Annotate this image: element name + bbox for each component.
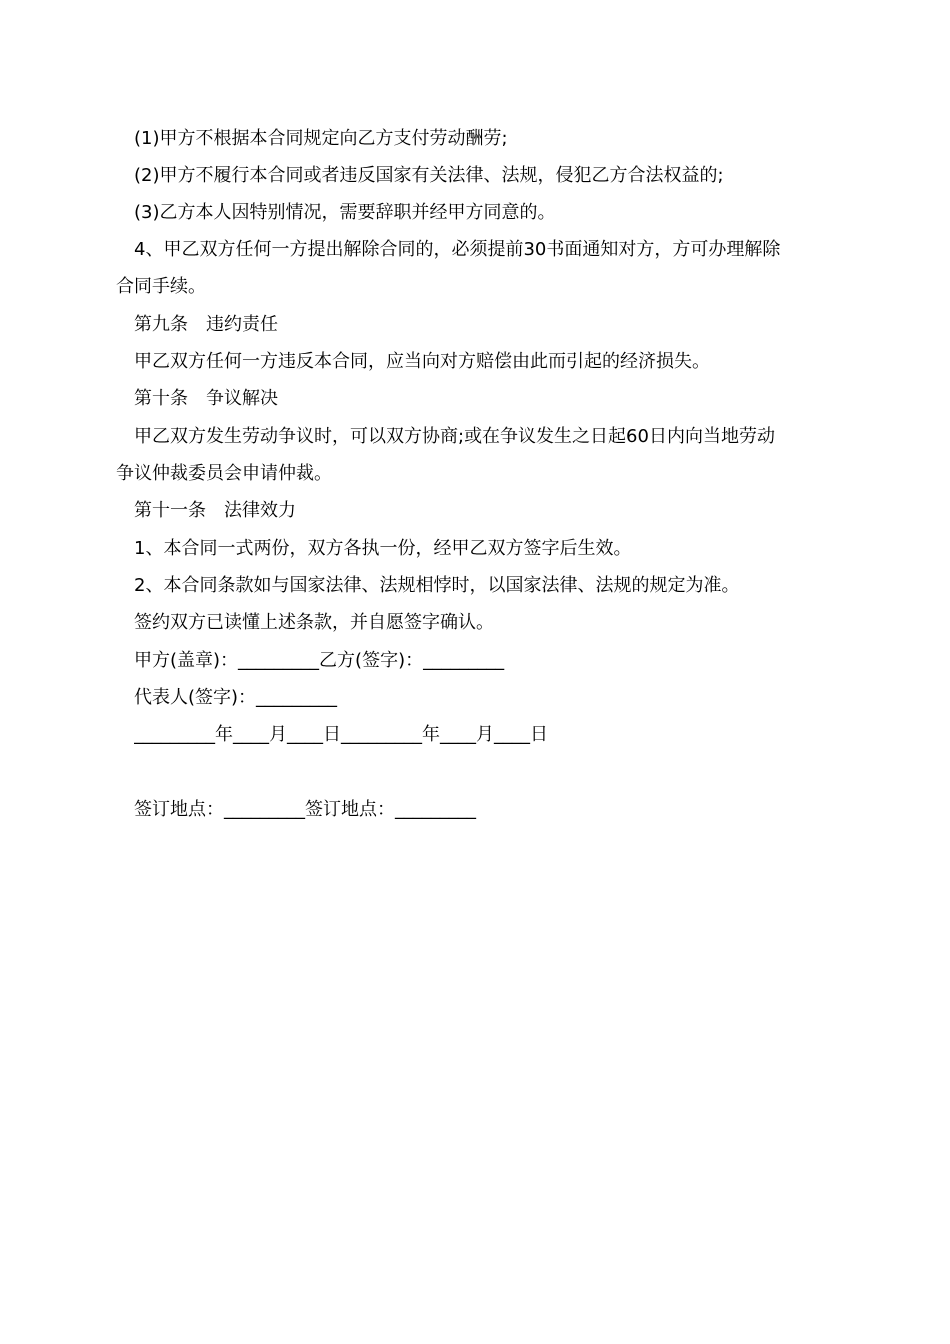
clause-8-item-1: (1)甲方不根据本合同规定向乙方支付劳动酬劳; bbox=[134, 128, 508, 149]
signing-place-line: 签订地点：_________签订地点：_________ bbox=[134, 799, 476, 820]
signing-confirmation: 签约双方已读懂上述条款，并自愿签字确认。 bbox=[134, 612, 494, 633]
article-9-heading: 第九条 违约责任 bbox=[134, 314, 278, 335]
clause-8-item-2: (2)甲方不履行本合同或者违反国家有关法律、法规，侵犯乙方合法权益的; bbox=[134, 165, 724, 186]
representative-signature-line: 代表人(签字)：_________ bbox=[134, 687, 338, 708]
article-11-item-1: 1、本合同一式两份，双方各执一份，经甲乙双方签字后生效。 bbox=[134, 538, 632, 559]
signing-date-line: _________年____月____日_________年____月____日 bbox=[134, 724, 548, 745]
clause-8-item-4-continued: 合同手续。 bbox=[116, 276, 206, 297]
clause-8-item-4: 4、甲乙双方任何一方提出解除合同的，必须提前30书面通知对方，方可办理解除 bbox=[134, 239, 781, 260]
party-signature-line: 甲方(盖章)：_________乙方(签字)：_________ bbox=[134, 650, 505, 671]
article-10-text-continued: 争议仲裁委员会申请仲裁。 bbox=[116, 463, 332, 484]
clause-8-item-3: (3)乙方本人因特别情况，需要辞职并经甲方同意的。 bbox=[134, 202, 556, 223]
article-9-text: 甲乙双方任何一方违反本合同，应当向对方赔偿由此而引起的经济损失。 bbox=[134, 351, 710, 372]
article-11-item-2: 2、本合同条款如与国家法律、法规相悖时，以国家法律、法规的规定为准。 bbox=[134, 575, 740, 596]
article-10-heading: 第十条 争议解决 bbox=[134, 388, 278, 409]
article-10-text: 甲乙双方发生劳动争议时，可以双方协商;或在争议发生之日起60日内向当地劳动 bbox=[134, 426, 775, 447]
article-11-heading: 第十一条 法律效力 bbox=[134, 500, 296, 521]
